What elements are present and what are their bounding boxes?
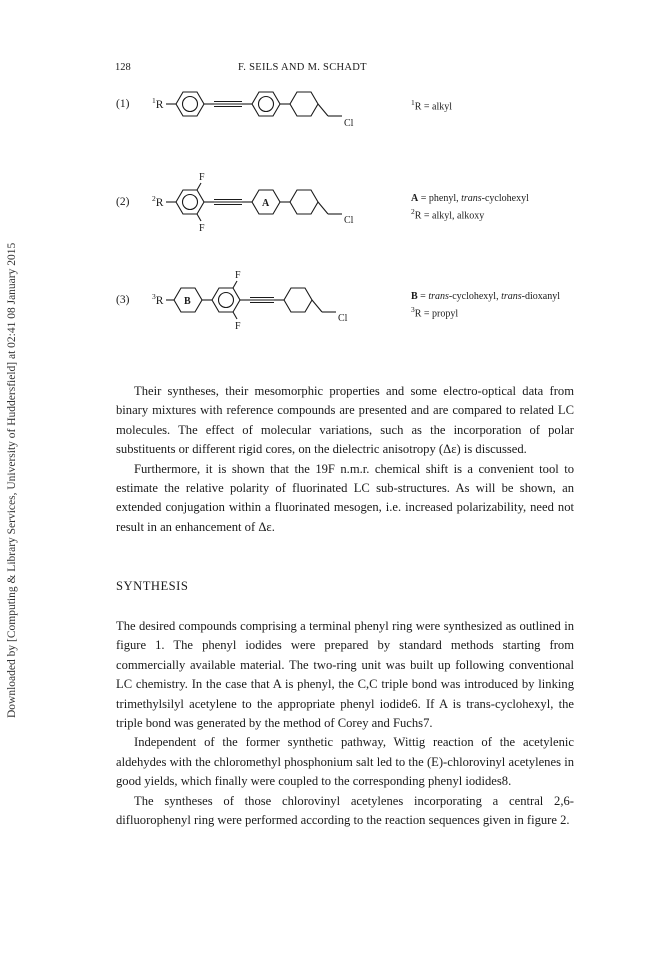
ring-letter-b: B	[184, 296, 191, 307]
intro-text	[116, 382, 574, 537]
legend-line: B = trans-cyclohexyl, trans-dioxanyl	[411, 291, 560, 302]
paragraph: Their syntheses, their mesomorphic properties and some electro-optical data from binary mixtures with reference compounds are presented and are compared to related LC molecules. The effect of molecular variations, such as the incorporation of polar substituents or different rigid cores, on the dielectric anisotropy (Δε) is discussed.	[116, 384, 574, 457]
structure-1	[116, 80, 636, 170]
structure-2-drawing	[116, 168, 396, 248]
legend-line: $^3$R = propyl	[411, 305, 459, 320]
structure-2-legend	[411, 192, 529, 222]
paragraph: Independent of the former synthetic pathway, Wittig reaction of the acetylenic aldehydes with the chloromethyl phosphonium salt led to the (E)-chlorovinyl acetylenes in good yields, which finally were coupled to the corresponding phenyl iodides8.	[116, 735, 574, 789]
structure-1-legend	[411, 96, 452, 113]
structure-number: (1)	[116, 98, 130, 110]
section-title: SYNTHESIS	[116, 579, 189, 593]
atom-label-cl: Cl	[344, 215, 354, 226]
atom-label-f: F	[235, 270, 241, 281]
r-label: $^2$R	[152, 194, 164, 209]
structure-number: (3)	[116, 294, 130, 306]
download-watermark: Downloaded by [Computing & Library Services, University of Huddersfield] at 02:41 08 January 2015	[6, 242, 18, 718]
structure-3-drawing	[116, 262, 396, 346]
r-label: $^1$R	[152, 96, 164, 111]
paragraph: Furthermore, it is shown that the 19F n.m.r. chemical shift is a convenient tool to estimate the relative polarity of fluorinated LC sub-structures. As will be shown, an extended conjugation within a fluorinated mesogen, i.e. increased polarizability, need not result in an enhancement of Δε.	[116, 461, 574, 534]
synthesis-text	[116, 617, 574, 830]
page-header	[0, 62, 672, 76]
ring-letter-a: A	[262, 198, 270, 209]
page-number: 128	[115, 62, 131, 73]
atom-label-f: F	[199, 223, 205, 234]
atom-label-cl: Cl	[344, 118, 354, 129]
structure-3-legend	[411, 290, 560, 320]
structure-3	[116, 262, 636, 352]
atom-label-f: F	[199, 172, 205, 183]
running-head: F. SEILS AND M. SCHADT	[238, 62, 367, 73]
r-label: $^3$R	[152, 292, 164, 307]
atom-label-cl: Cl	[338, 313, 348, 324]
structure-1-drawing	[116, 80, 396, 150]
legend-line: $^2$R = alkyl, alkoxy	[411, 207, 485, 222]
legend-line: $^1$R = alkyl	[411, 98, 453, 113]
structure-number: (2)	[116, 196, 130, 208]
legend-line: A = phenyl, trans-cyclohexyl	[411, 193, 529, 204]
paragraph: The syntheses of those chlorovinyl acetylenes incorporating a central 2,6-difluorophenyl ring were performed according to the reaction sequences given in figure 2.	[116, 793, 574, 828]
structure-2	[116, 168, 636, 258]
atom-label-f: F	[235, 321, 241, 332]
paragraph: The desired compounds comprising a terminal phenyl ring were synthesized as outlined in figure 1. The phenyl iodides were prepared by standard methods starting from commercially available material. The two-ring unit was built up following conventional LC chemistry. In the case that A is phenyl, the C,C triple bond was introduced by linking trimethylsilyl acetylene to the appropriate phenyl iodide6. If A is trans-cyclohexyl, the triple bond was generated by the method of Corey and Fuchs7.	[116, 619, 574, 731]
